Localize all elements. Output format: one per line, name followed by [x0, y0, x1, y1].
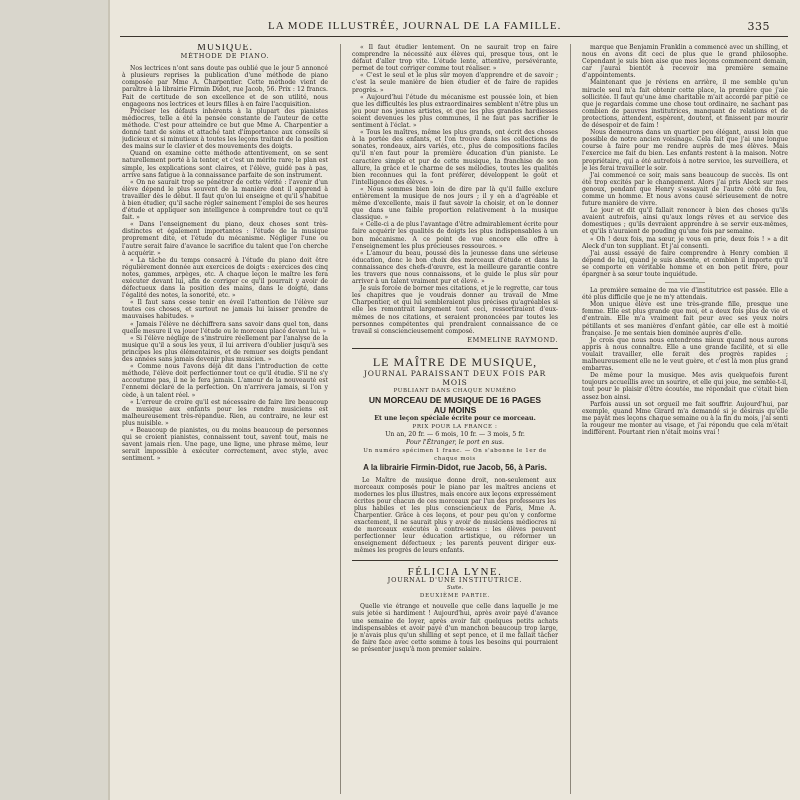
running-head [108, 20, 788, 36]
article-paragraph: Quand on examine cette méthode attentivement, on se sent naturellement porté à la tenter, et c'est un mérite rare; le plan est simple, les explications sont claires, et l'élève, guidé pas à pas, arrive sans fatigue à la connaissance parfaite de son instrument. [122, 150, 328, 179]
newspaper-page [108, 0, 800, 800]
ad-foreign-line: Pour l'Étranger, le port en sus. [405, 438, 505, 446]
article-paragraph: « On ne saurait trop se pénétrer de cette vérité : l'avenir d'un élève dépend le plus souvent de la manière dont il apprend à travailler dès le début. Il faut qu'on lui enseigne et qu'il s'habitue à bien étudier, qu'il sache régler sainement l'emploi de ses heures d'étude et appliquer son intelligence à comprendre tout ce qu'il fait. » [122, 178, 328, 222]
article-paragraph: « Dans l'enseignement du piano, deux choses sont très-distinctes et également importantes : l'étude de la musique proprement dite, et l'étude du mécanisme. Négliger l'une ou l'autre serait faire d'avance le sacrifice du talent que l'on cherche à acquérir. » [122, 221, 328, 257]
column-rule [570, 44, 571, 794]
article-paragraph: « Beaucoup de pianistes, ou du moins beaucoup de personnes qui se croient pianistes, connaissent tout, savent tout, mais ne savent jamais rien. Une page, une ligne, une phrase même, leur serait impossible à exécuter correctement, avec style, avec sentiment. » [122, 426, 328, 463]
running-title: LA MODE ILLUSTRÉE, JOURNAL DE LA FAMILLE. [268, 20, 562, 32]
article-paragraph: « Tous les maîtres, même les plus grands, ont écrit des choses à la portée des enfants, et l'on trouve dans les collections de sonates, rondeaux, airs variés, etc., plus de compositions faciles qu'il n'en faut pour la première éducation d'un pianiste. Le caractère simple et pur de cette musique, la franchise de son allure, la grâce et le charme de ses mélodies, toutes les qualités bien reconnues qui la font préférer, développent le goût et l'intelligence des élèves. » [352, 129, 558, 186]
article-paragraph: « Comme nous l'avons déjà dit dans l'introduction de cette méthode, l'élève doit perfectionner tout ce qu'il étudie. S'il ne s'y accoutume pas, il ne le fera jamais. L'amour de la nouveauté est l'ennemi déclaré de la perfection. On n'arrivera jamais, si l'on y cède, à un talent réel. » [122, 363, 328, 399]
novel-paragraph: La première semaine de ma vie d'institutrice est passée. Elle a été plus difficile que je ne m'y attendais. [582, 287, 788, 302]
ad-body: Le Maître de musique donne droit, non-seulement aux morceaux composés pour le piano par les maîtres anciens et modernes les plus illustres, mais encore aux leçons expressément écrites pour chacun de ces morceaux par l'un des professeurs les plus habiles et les plus consciencieux de Paris, Mme A. Charpentier. Grâce à ces leçons, et pour peu qu'on y conforme exactement, il ne saurait plus y avoir de musiciens médiocres ni de morceaux exécutés à contre-sens : les élèves peuvent perfectionner leur éducation artistique, ou réformer un enseignement défectueux ; les parents peuvent diriger eux-mêmes les progrès de leurs enfants. [354, 476, 556, 554]
novel-paragraph: J'ai commencé ce soir, mais sans beaucoup de succès. Ils ont été trop excités par le changement. Alors j'ai pris Aleck sur mes genoux, pendant que Henry s'essayait de l'autre côté du feu, comme un homme. Et nous avons causé sérieusement de notre future manière de vivre. [582, 171, 788, 208]
novel-paragraph: Le jour et dit qu'il fallait renoncer à bien des choses qu'ils avaient autrefois, ainsi qu'aux longs rêves et au service des domestiques ; qu'ils devraient apprendre à se servir eux-mêmes, et qu'ils n'auraient de pouding qu'une fois par semaine. [582, 207, 788, 236]
novel-paragraph: marque que Benjamin Franklin a commencé avec un shilling, et nous en avons dit ceci de plus que le grand philosophe. Cependant je suis bien aise que mes leçons commencent demain, car j'aurai bientôt à recevoir ma première semaine d'appointements. [582, 44, 788, 80]
novel-paragraph: De même pour la musique. Mes avis quelquefois furent toujours accueillis avec un sourire, et elle qui joue, me semble-t-il, tout pour le plaisir d'être écoutée, me répondait que c'était bien assez bon ainsi. [582, 372, 788, 401]
article-paragraph: « Nous sommes bien loin de dire par là qu'il faille exclure entièrement la musique de nos jours ; il y en a d'agréable et même d'excellente, mais il faut savoir la choisir, et on le donner que dans une faible proportion relativement à la musique classique. » [352, 185, 558, 222]
column-rule [340, 44, 341, 794]
column-1 [122, 44, 328, 796]
novel-paragraph: Quelle vie étrange et nouvelle que celle dans laquelle je me suis jetée si hardiment ! Aujourd'hui, après avoir payé d'avance une semaine de loyer, après avoir fait quelques petits achats indispensables et avoir payé d'un manchon beaucoup trop large, je n'avais plus qu'un shilling et sept pence, et il me fallait tâcher de faire face avec cette somme à tous les besoins qui pourraient se présenter jusqu'à mon premier salaire. [352, 603, 558, 653]
page-number: 335 [747, 20, 770, 33]
article-paragraph: « Aujourd'hui l'étude du mécanisme est poussée loin, et bien que les difficultés les plus extraordinaires semblent n'être plus un jeu pour nos jeunes artistes, et que les plus grandes hardiesses soient devenues les plus communes, il ne faut pas sacrifier le sentiment à l'éclat. » [352, 93, 558, 130]
ad-headline: AU MOINS [433, 404, 477, 415]
novel-continued: Suite. [446, 585, 464, 592]
article-paragraph: Je suis forcée de borner mes citations, et je le regrette, car tous les chapitres que je voudrais donner au travail de Mme Charpentier, et qui lui sembleraient plus précises qu'agréables si elle les remontrait largement tout ceci, ressortiraient d'eux-mêmes de nos citations, et seraient prononcées par toutes les personnes compétentes qui prendraient connaissance de ce travail si consciencieusement composé. [352, 285, 558, 335]
novel-paragraph: Parfois aussi un sot orgueil me fait souffrir. Aujourd'hui, par exemple, quand Mme Girard m'a demandé si je désirais qu'elle me payât mes leçons chaque semaine ou à la fin du mois, j'ai senti la rougeur me monter au visage, et j'ai répondu que cela m'était indifférent. Pourtant rien n'était moins vrai ! [582, 400, 788, 436]
novel-paragraph: Maintenant que je réviens en arrière, il me semble qu'un miracle seul m'a fait obtenir cette place, la première que j'aie sollicitée. Il faut qu'une âme charitable m'ait accordé par pitié ce que je regardais comme une chose tout ordinaire, ne sachant pas combien de pauvres institutrices, manquant de relations et de protections, attendent, espèrent, doutent, et finissent par mourir de désespoir et de faim ! [582, 79, 788, 130]
article-paragraph: « L'amour du beau, poussé dès la jeunesse dans une sérieuse éducation, donc le bon choix des morceaux d'étude et dans la connaissance des chefs-d'œuvre, est la meilleure garantie contre les travers que nous connaissons, et le guide le plus sûr pour arriver à un talent vraiment pur et élevé. » [352, 249, 558, 286]
novel-title: FÉLICIA LYNE. [407, 565, 503, 578]
novel-paragraph: « Oh ! deux fois, ma sœur, je vous en prie, deux fois ! » a dit Aleck d'un ton suppliant. Et j'ai consenti. [582, 235, 788, 250]
ad-lesson-line: Et une leçon spéciale écrite pour ce morceau. [374, 414, 536, 422]
article-paragraph: Nos lectrices n'ont sans doute pas oublié que le jour 5 annoncé à plusieurs reprises la publication d'une méthode de piano composée par Mme A. Charpentier. Cette méthode vient de paraître à la librairie Firmin Didot, rue Jacob, 56. Prix : 12 francs. Fait de certitude de son excellence et de son utilité, nous engageons nos lectrices et leurs filles à en faire l'acquisition. [122, 65, 328, 108]
article-paragraph: « L'erreur de croire qu'il est nécessaire de faire lire beaucoup de musique aux enfants pour les rendre musiciens est malheureusement très-répandue. Rien, au contraire, ne leur est plus nuisible. » [122, 398, 328, 427]
article-signature: EMMELINE RAYMOND. [467, 335, 558, 344]
novel-paragraph: Je crois que nous nous entendrons mieux quand nous aurons appris à nous connaître. Elle a une grande facilité, et si elle voulait travailler, elle ferait des progrès rapides ; malheureusement elle ne le veut guère, et c'est là mon plus grand embarras. [582, 336, 788, 373]
column-2 [352, 44, 558, 796]
article-paragraph: « Il faut étudier lentement. On ne saurait trop en faire comprendre la nécessité aux élèves qui, presque tous, ont le défaut d'aller trop vite. L'étude lente, attentive, persévérante, permet de tout corriger comme tout réaliser. » [352, 44, 558, 73]
ad-small-line: PUBLIANT DANS CHAQUE NUMÉRO [393, 387, 517, 394]
article-paragraph: « Jamais l'élève ne déchiffrera sans savoir dans quel ton, dans quelle mesure il va jouer l'étude ou le morceau placé devant lui. » [122, 320, 328, 335]
ad-title: LE MAÎTRE DE MUSIQUE, [372, 354, 538, 369]
ad-price-heading: PRIX POUR LA FRANCE : [412, 423, 498, 430]
novel-paragraph: Nous demeurons dans un quartier peu élégant, aussi loin que possible de notre ancien voisinage. Cela fait que j'ai une longue course à faire pour me rendre auprès de mes élèves. Mais l'exercice me fait du bien. Les enfants restent à la maison. Notre propriétaire, qui a été autrefois à notre service, les surveillera, et je les ferai travailler le soir. [582, 129, 788, 172]
ad-specimen-line: Un numéro spécimen 1 franc. — On s'abonne le 1er de chaque mois [363, 447, 547, 462]
article-paragraph: « C'est le seul et le plus sûr moyen d'apprendre et de savoir ; c'est la seule manière de bien étudier et de faire de rapides progrès. » [352, 72, 558, 94]
novel-subtitle: JOURNAL D'UNE INSTITUTRICE. [387, 576, 523, 585]
article-paragraph: « Celle-ci a de plus l'avantage d'être admirablement écrite pour faire acquérir les qualités de doigts les plus indispensables à un bon mécanisme. A ce point de vue encore elle offre à l'enseignement les plus précieuses ressources. » [352, 221, 558, 250]
ad-headline: UN MORCEAU DE MUSIQUE DE 16 PAGES [368, 394, 542, 405]
section-divider [665, 282, 705, 283]
ad-price-line: Un an, 20 fr. — 6 mois, 10 fr. — 3 mois, 5 fr. [385, 430, 525, 438]
music-journal-advertisement [352, 348, 558, 561]
novel-paragraph: Mon unique élève est une très-grande fille, presque une femme. Elle est plus grande que moi, et a deux fois plus de vie et d'entrain. Elle m'a vraiment fait peur avec ses yeux noirs pétillants et ses manières d'enfant gâtée, car elle est à moitié française. Je me sentais bien dominée auprès d'elle. [582, 301, 788, 337]
article-paragraph: « La tâche du temps consacré à l'étude du piano doit être régulièrement donnée aux exercices de doigts : exercices des cinq notes, gammes, arpèges, etc. A chaque leçon le maître les fera exécuter devant lui, afin de corriger ce qu'il pourrait y avoir de défectueux dans la position des mains, dans le doigté, dans l'égalité des notes, la sonorité, etc. » [122, 256, 328, 300]
music-article-title: MUSIQUE. [196, 44, 254, 53]
music-article-subtitle: MÉTHODE DE PIANO. [180, 52, 270, 61]
novel-part: DEUXIÈME PARTIE. [419, 593, 491, 600]
article-paragraph: « Il faut sans cesse tenir en éveil l'attention de l'élève sur toutes ces choses, et surtout ne jamais lui laisser prendre de mauvaises habitudes. » [122, 299, 328, 321]
column-3 [582, 44, 788, 796]
ad-address: A la librairie Firmin-Didot, rue Jacob, 56, à Paris. [363, 462, 547, 472]
article-paragraph: Préciser les défauts inhérents à la plupart des pianistes médiocres, telle a été la pensée constante de l'auteur de cette méthode. C'est pour atteindre ce but que Mme A. Charpentier a donné tant de soins et attaché tant d'importance aux conseils si judicieux et si minutieux à toutes les leçons traitant de la position des mains sur le clavier et des mouvements des doigts. [122, 107, 328, 151]
article-paragraph: « Si l'élève néglige de s'instruire réellement par l'analyse de la musique qu'il a sous les yeux, il lui arrivera d'oublier jusqu'à ses principes les plus élémentaires, et de remuer ses doigts pendant des années sans jamais devenir plus musicien. » [122, 334, 328, 364]
header-rule [120, 36, 788, 37]
novel-paragraph: J'ai aussi essayé de faire comprendre à Henry combien il dépend de lui, quand je suis absente, et combien il importe qu'il se comporte en véritable homme et en bon petit frère, pour épargner à sa sœur toute inquiétude. [582, 249, 788, 278]
ad-subtitle: JOURNAL PARAISSANT DEUX FOIS PAR MOIS [363, 368, 547, 387]
